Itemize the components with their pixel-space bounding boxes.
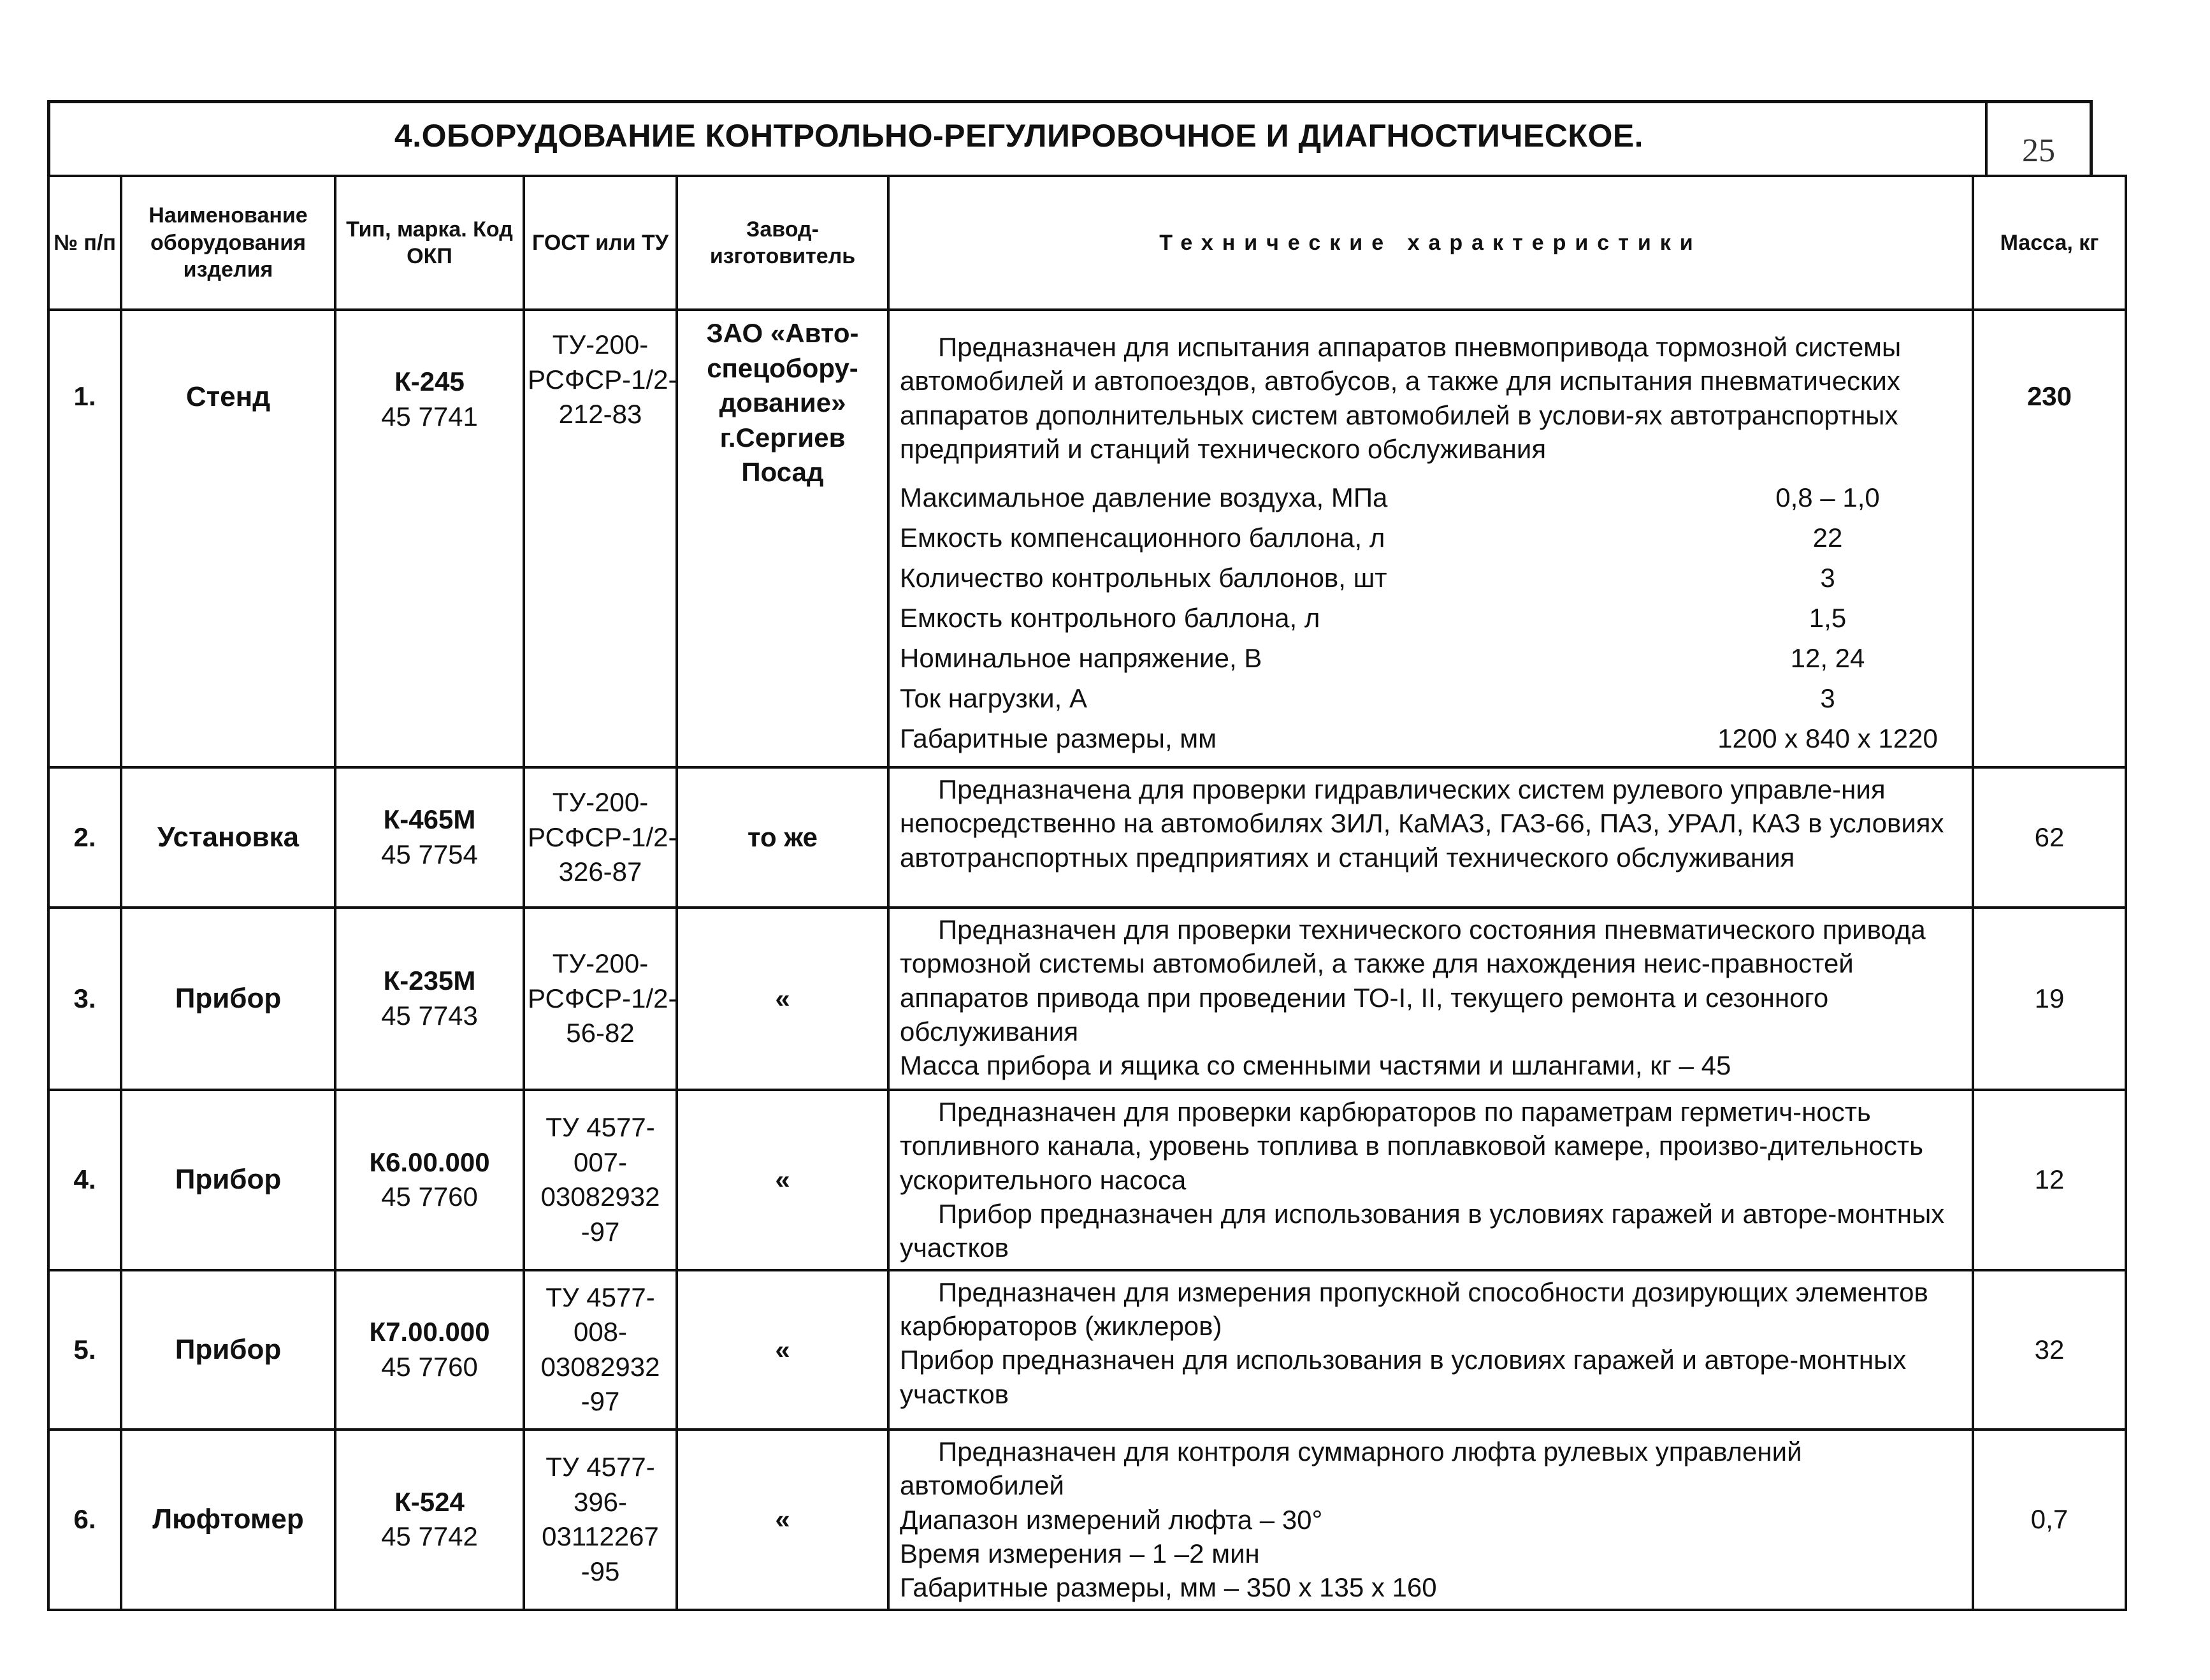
row-maker: ЗАО «Авто-спецобору-дование» г.Сергиев Посад	[677, 310, 888, 767]
param-label: Номинальное напряжение, В	[900, 643, 1262, 674]
param-row	[900, 638, 1961, 678]
row-tech	[888, 908, 1973, 1090]
header-num: № п/п	[48, 176, 121, 310]
param-value: 12, 24	[1790, 643, 1865, 674]
param-row	[900, 598, 1961, 638]
param-label: Максимальное давление воздуха, МПа	[900, 482, 1388, 513]
tech-note: Масса прибора и ящика со сменными частями и шлангами, кг – 45	[900, 1050, 1731, 1081]
row-name: Стенд	[121, 310, 335, 767]
okp-code: 45 7742	[381, 1521, 478, 1552]
param-value: 22	[1812, 523, 1843, 553]
param-row	[900, 718, 1961, 758]
row-num: 4.	[48, 1090, 121, 1270]
row-type	[335, 310, 524, 767]
row-gost: ТУ-200-РСФСР-1/2-212-83	[524, 310, 677, 767]
tech-description: Предназначен для контроля суммарного люфта рулевых управлений автомобилей	[900, 1437, 1802, 1501]
row-type	[335, 1090, 524, 1270]
table-row	[48, 1090, 2126, 1270]
param-value: 3	[1820, 683, 1835, 714]
row-tech	[888, 1430, 1973, 1610]
table-row	[48, 1430, 2126, 1610]
param-value: 1200 х 840 х 1220	[1717, 723, 1938, 754]
row-num: 6.	[48, 1430, 121, 1610]
tech-note: Габаритные размеры, мм – 350 х 135 х 160	[900, 1572, 1437, 1603]
row-gost: ТУ 4577-008-03082932 -97	[524, 1270, 677, 1430]
header-type: Тип, марка. Код ОКП	[335, 176, 524, 310]
tech-note: Прибор предназначен для использования в условиях гаражей и авторе-монтных участков	[900, 1198, 1945, 1263]
row-gost: ТУ-200-РСФСР-1/2-326-87	[524, 767, 677, 908]
type-code: К-235М	[383, 966, 476, 996]
type-code: К-524	[394, 1486, 465, 1517]
type-code: К-245	[394, 366, 465, 396]
type-code: К6.00.000	[369, 1147, 490, 1177]
table-row	[48, 1270, 2126, 1430]
row-num: 1.	[48, 310, 121, 767]
header-gost: ГОСТ или ТУ	[524, 176, 677, 310]
row-name: Установка	[121, 767, 335, 908]
row-maker: «	[677, 1090, 888, 1270]
param-row	[900, 678, 1961, 718]
row-num: 2.	[48, 767, 121, 908]
param-label: Количество контрольных баллонов, шт	[900, 563, 1387, 593]
type-code: К-465М	[383, 804, 476, 835]
table-row	[48, 310, 2126, 767]
tech-description: Предназначена для проверки гидравлических систем рулевого управле-ния непосредственно на автомобилях ЗИЛ, КаМАЗ, ГАЗ-66, ПАЗ, УРАЛ, КАЗ в условиях автотранспортных предприятиях и станций технического обслуживания	[900, 774, 1944, 873]
params-list	[900, 477, 1961, 758]
okp-code: 45 7741	[381, 401, 478, 431]
row-maker: «	[677, 1270, 888, 1430]
row-tech	[888, 310, 1973, 767]
header-maker: Завод-изготовитель	[677, 176, 888, 310]
row-name: Прибор	[121, 1090, 335, 1270]
row-gost: ТУ-200-РСФСР-1/2-56-82	[524, 908, 677, 1090]
row-type	[335, 1270, 524, 1430]
tech-description: Предназначен для проверки карбюраторов по параметрам герметич-ность топливного канала, уровень топлива в поплавковой камере, произво-дительность ускорительного насоса	[900, 1097, 1924, 1195]
page-number: 25	[1985, 103, 2090, 175]
param-value: 1,5	[1809, 603, 1847, 634]
tech-description: Предназначен для испытания аппаратов пневмопривода тормозной системы автомобилей и автопоездов, автобусов, а также для испытания пневматических аппаратов дополнительных систем автомобилей в услови-ях автотранспортных предприятий и станций технического обслуживания	[900, 332, 1902, 464]
param-label: Емкость контрольного баллона, л	[900, 603, 1320, 634]
document-sheet	[47, 100, 2125, 1611]
header-row	[48, 176, 2126, 310]
page-title: 4.ОБОРУДОВАНИЕ КОНТРОЛЬНО-РЕГУЛИРОВОЧНОЕ И ДИАГНОСТИЧЕСКОЕ.	[394, 118, 1644, 154]
row-num: 5.	[48, 1270, 121, 1430]
header-mass: Масса, кг	[1973, 176, 2126, 310]
param-value: 3	[1820, 563, 1835, 593]
row-gost: ТУ 4577-007-03082932 -97	[524, 1090, 677, 1270]
param-label: Емкость компенсационного баллона, л	[900, 523, 1385, 553]
row-name: Прибор	[121, 908, 335, 1090]
row-type	[335, 767, 524, 908]
row-mass: 0,7	[1973, 1430, 2126, 1610]
row-mass: 19	[1973, 908, 2126, 1090]
param-label: Габаритные размеры, мм	[900, 723, 1217, 754]
row-mass: 32	[1973, 1270, 2126, 1430]
tech-description: Предназначен для проверки технического состояния пневматического привода тормозной системы автомобилей, а также для нахождения неис-правностей аппаратов привода при проведении ТО-I, II, текущего ремонта и сезонного обслуживания	[900, 915, 1926, 1046]
row-mass: 62	[1973, 767, 2126, 908]
param-row	[900, 558, 1961, 598]
title-row	[47, 100, 2093, 175]
okp-code: 45 7760	[381, 1182, 478, 1212]
okp-code: 45 7743	[381, 1001, 478, 1031]
okp-code: 45 7754	[381, 839, 478, 869]
row-num: 3.	[48, 908, 121, 1090]
equipment-table	[47, 175, 2127, 1611]
row-mass: 12	[1973, 1090, 2126, 1270]
table-row	[48, 908, 2126, 1090]
param-row	[900, 518, 1961, 558]
row-name: Люфтомер	[121, 1430, 335, 1610]
param-value: 0,8 – 1,0	[1775, 482, 1880, 513]
row-mass: 230	[1973, 310, 2126, 767]
row-name: Прибор	[121, 1270, 335, 1430]
row-maker: то же	[677, 767, 888, 908]
param-label: Ток нагрузки, А	[900, 683, 1087, 714]
header-tech: Технические характеристики	[888, 176, 1973, 310]
row-maker: «	[677, 908, 888, 1090]
row-type	[335, 908, 524, 1090]
okp-code: 45 7760	[381, 1351, 478, 1382]
row-maker: «	[677, 1430, 888, 1610]
param-row	[900, 477, 1961, 518]
row-tech	[888, 1270, 1973, 1430]
row-tech	[888, 767, 1973, 908]
row-tech	[888, 1090, 1973, 1270]
tech-note: Диапазон измерений люфта – 30°	[900, 1504, 1323, 1535]
tech-note: Прибор предназначен для использования в условиях гаражей и авторе-монтных участков	[900, 1345, 1907, 1409]
row-type	[335, 1430, 524, 1610]
table-row	[48, 767, 2126, 908]
header-name: Наименование оборудования изделия	[121, 176, 335, 310]
tech-description: Предназначен для измерения пропускной способности дозирующих элементов карбюраторов (жиклеров)	[900, 1277, 1928, 1341]
row-gost: ТУ 4577-396-03112267 -95	[524, 1430, 677, 1610]
tech-note: Время измерения – 1 –2 мин	[900, 1539, 1260, 1568]
type-code: К7.00.000	[369, 1317, 490, 1347]
